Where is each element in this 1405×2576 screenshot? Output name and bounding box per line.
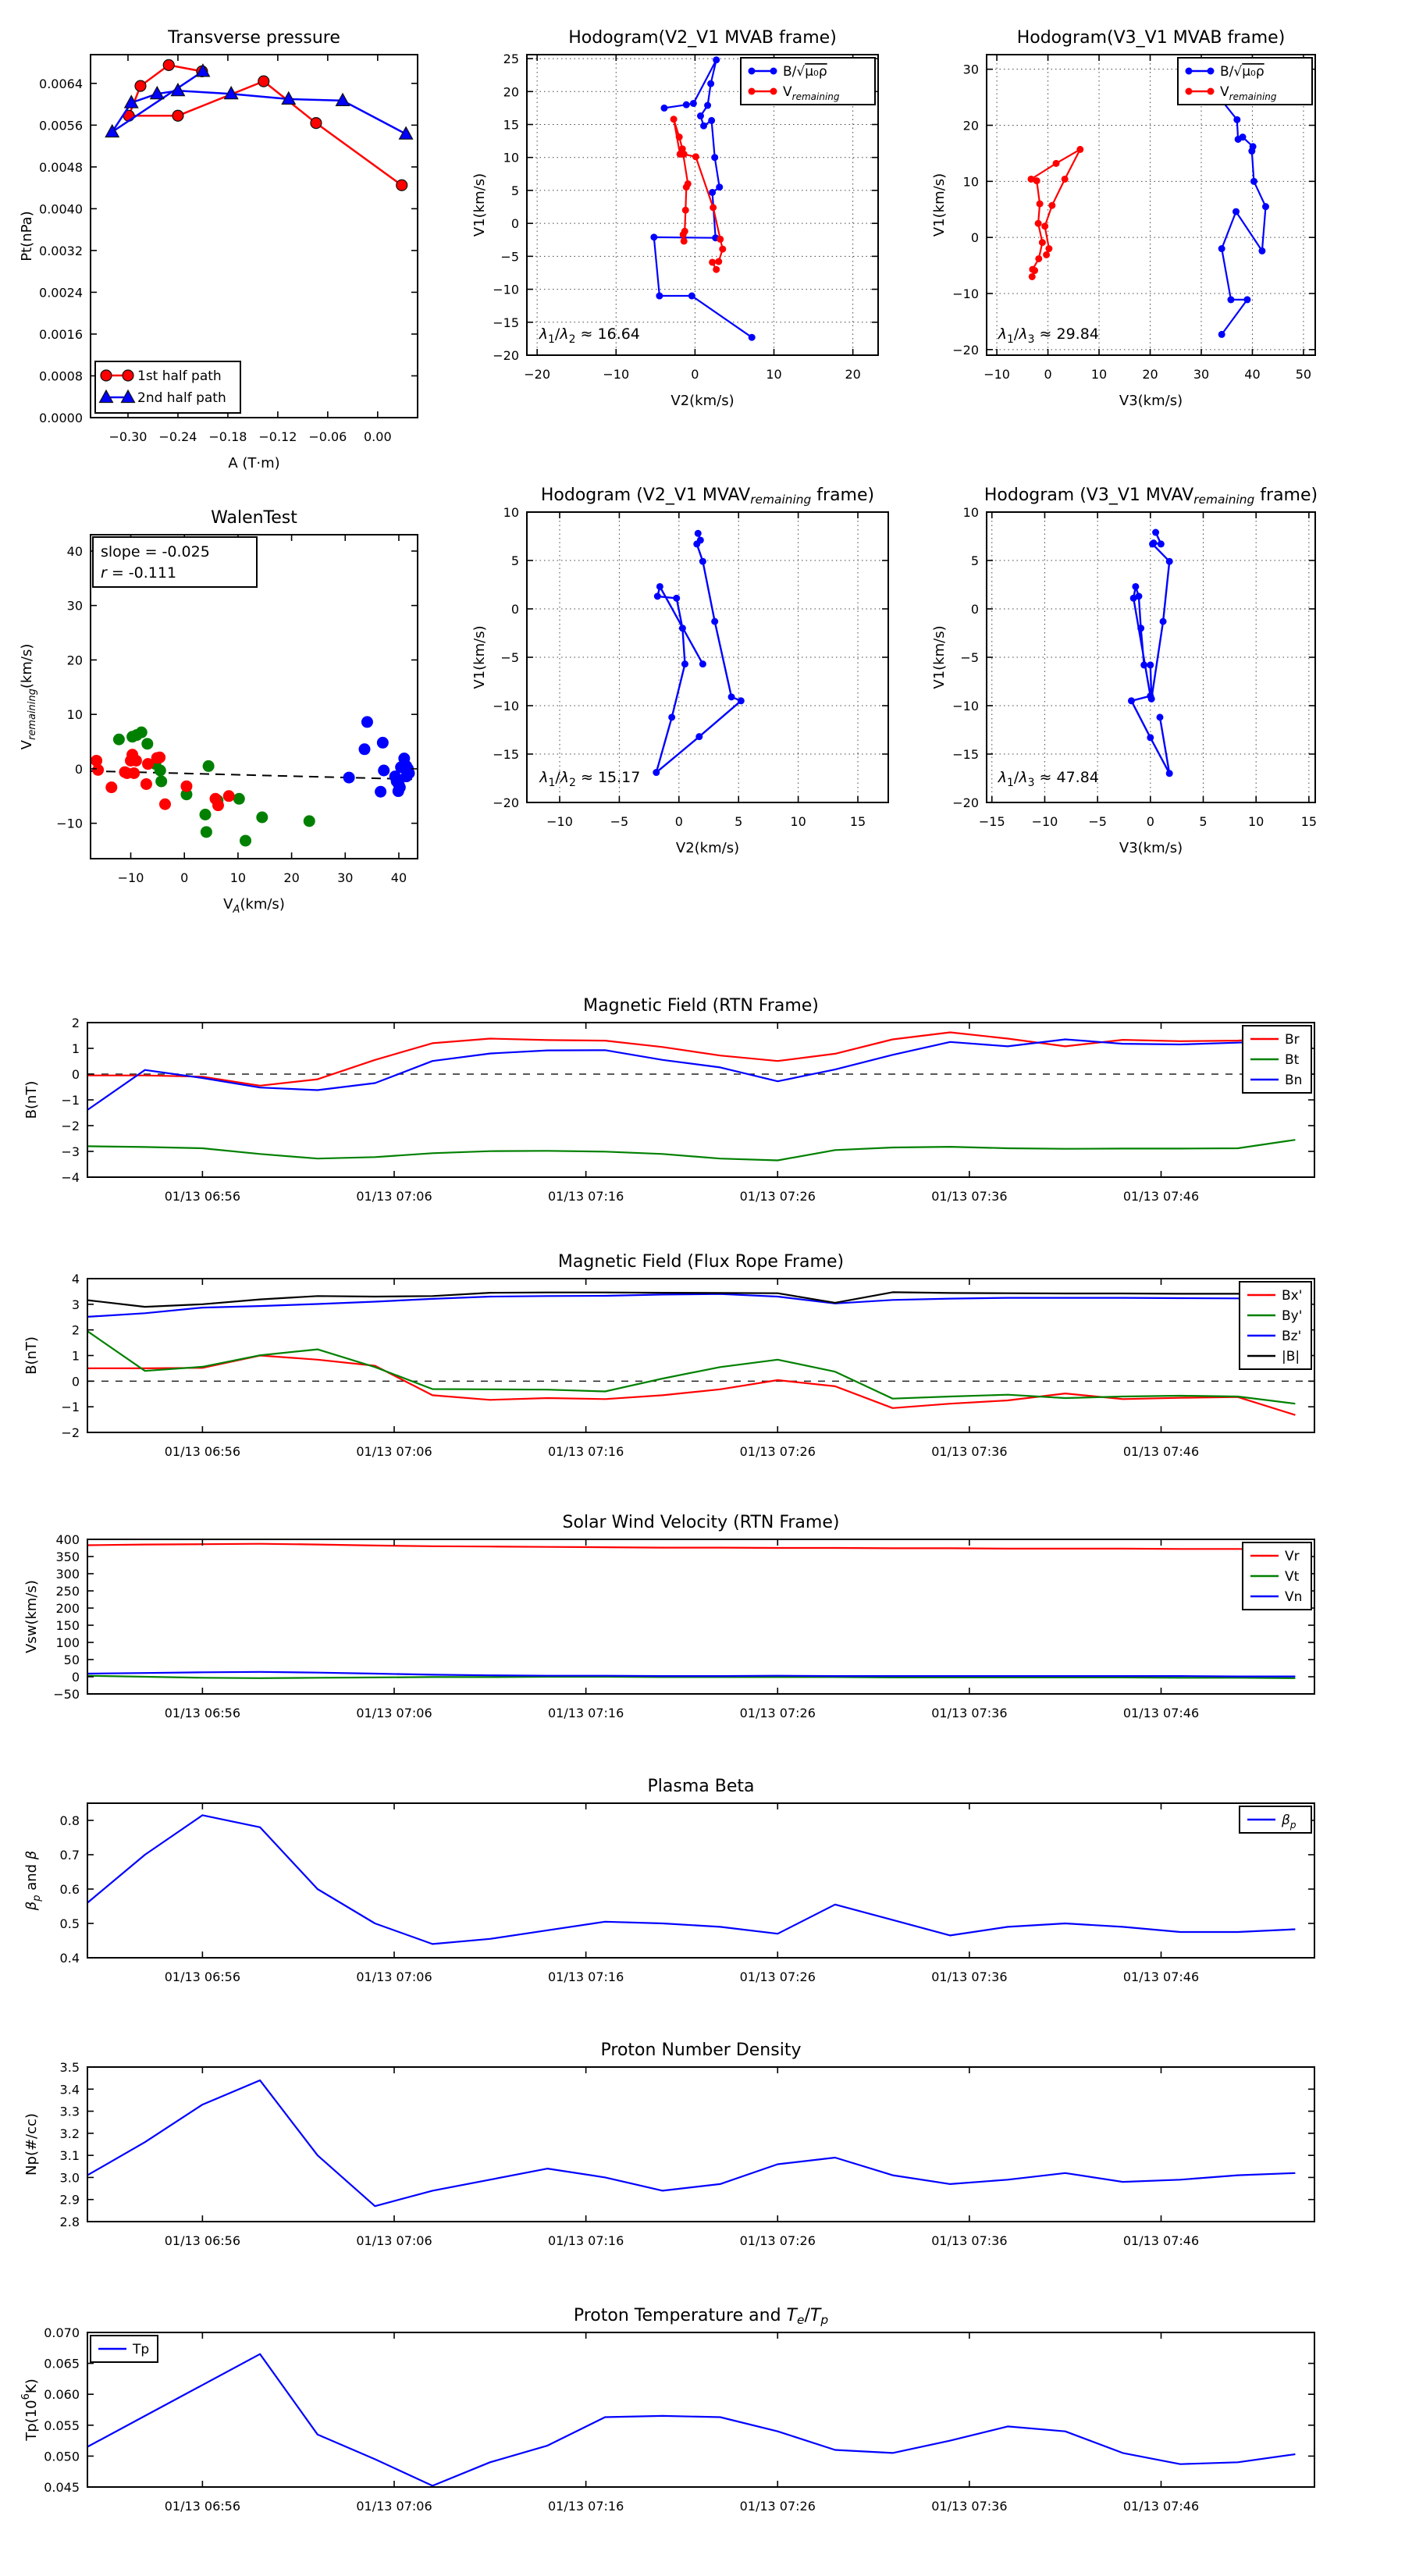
chart-proton-temperature — [20, 2325, 1314, 2514]
svg-text:01/13 06:56: 01/13 06:56 — [164, 1189, 241, 1204]
svg-text:01/13 06:56: 01/13 06:56 — [164, 1706, 241, 1720]
svg-text:0: 0 — [970, 602, 979, 617]
svg-text:B/√μ₀ρ: B/√μ₀ρ — [783, 64, 827, 80]
svg-text:10: 10 — [1090, 367, 1108, 382]
svg-text:15: 15 — [849, 814, 866, 829]
svg-text:01/13 07:46: 01/13 07:46 — [1122, 1189, 1200, 1204]
title-proton-temperature: Proton Temperature and $T_e/T_p$ — [573, 2306, 829, 2327]
chart-hodogram-v3v1-mvav — [931, 505, 1317, 856]
svg-text:slope = -0.025: slope = -0.025 — [101, 543, 210, 560]
svg-text:−0.24: −0.24 — [158, 429, 197, 444]
svg-text:01/13 07:16: 01/13 07:16 — [547, 2499, 624, 2514]
svg-text:r = -0.111: r = -0.111 — [101, 564, 177, 582]
svg-text:Br: Br — [1285, 1032, 1300, 1048]
svg-text:−10: −10 — [493, 699, 519, 713]
svg-text:01/13 07:36: 01/13 07:36 — [931, 1444, 1008, 1459]
svg-text:Vremaining: $V_{remaining}$ — [783, 84, 840, 102]
svg-text:40: 40 — [66, 543, 83, 559]
svg-text:20: 20 — [1142, 367, 1158, 382]
svg-text:01/13 07:36: 01/13 07:36 — [931, 2499, 1008, 2514]
svg-text:0.0000: 0.0000 — [39, 411, 83, 425]
svg-text:Vremaining(km/s): $V_{remaining}(km/s)$ — [19, 643, 38, 750]
svg-text:0: 0 — [71, 1670, 80, 1685]
svg-text:−2: −2 — [61, 1425, 80, 1440]
svg-text:Bz': Bz' — [1282, 1329, 1302, 1344]
svg-text:V1(km/s): V1(km/s) — [931, 625, 948, 689]
svg-text:0: 0 — [1044, 367, 1052, 382]
title-hodogram-v2v1-mvab: Hodogram(V2_V1 MVAB frame) — [568, 28, 837, 48]
svg-text:01/13 07:16: 01/13 07:16 — [547, 1706, 624, 1720]
svg-text:350: 350 — [55, 1550, 80, 1564]
svg-text:0: 0 — [970, 230, 979, 246]
svg-text:−20: −20 — [524, 367, 551, 382]
svg-text:−4: −4 — [61, 1170, 80, 1185]
svg-text:−10: −10 — [546, 814, 573, 829]
svg-text:0.0048: 0.0048 — [39, 159, 83, 175]
svg-text:−50: −50 — [53, 1687, 80, 1702]
title-transverse-pressure: Transverse pressure — [168, 28, 340, 48]
svg-text:1: 1 — [71, 1348, 80, 1364]
svg-text:4: 4 — [71, 1272, 80, 1286]
svg-text:−3: −3 — [61, 1144, 80, 1159]
chart-hodogram-v2v1-mvab — [471, 52, 878, 409]
svg-text:30: 30 — [962, 62, 979, 77]
svg-text:01/13 07:26: 01/13 07:26 — [739, 1444, 816, 1459]
svg-text:5: 5 — [510, 183, 519, 198]
svg-text:0.4: 0.4 — [59, 1951, 80, 1966]
svg-text:20: 20 — [283, 870, 300, 885]
svg-text:λ1/λ2 ≈ 16.64: $\lambda_1/\lambda_2 \approx 16.64$ — [539, 325, 640, 346]
svg-text:B/√μ₀ρ: B/√μ₀ρ — [1220, 64, 1264, 80]
svg-text:−10: −10 — [984, 367, 1010, 382]
svg-text:λ1/λ3 ≈ 29.84: $\lambda_1/\lambda_3 \approx 29.84$ — [998, 325, 1099, 346]
svg-text:0: 0 — [71, 1374, 80, 1389]
svg-text:15: 15 — [503, 117, 519, 133]
svg-text:10: 10 — [229, 870, 247, 885]
svg-text:−1: −1 — [61, 1093, 80, 1108]
svg-text:0.0008: 0.0008 — [39, 368, 83, 384]
svg-text:15: 15 — [1300, 814, 1318, 829]
svg-text:5: 5 — [735, 814, 743, 829]
svg-text:1st half path: 1st half path — [137, 368, 222, 384]
svg-text:50: 50 — [1295, 367, 1312, 382]
svg-text:Vn: Vn — [1285, 1589, 1303, 1605]
svg-text:3.2: 3.2 — [59, 2126, 80, 2141]
chart-magnetic-field-rtn — [23, 1016, 1314, 1204]
svg-text:10: 10 — [962, 174, 979, 190]
svg-text:2.9: 2.9 — [59, 2192, 80, 2208]
svg-text:−1: −1 — [61, 1400, 80, 1415]
svg-text:−0.18: −0.18 — [208, 429, 247, 444]
svg-text:V1(km/s): V1(km/s) — [471, 173, 488, 237]
svg-text:01/13 06:56: 01/13 06:56 — [164, 2233, 241, 2248]
svg-text:400: 400 — [55, 1532, 80, 1547]
svg-text:Vsw(km/s): Vsw(km/s) — [23, 1580, 40, 1653]
svg-text:0.5: 0.5 — [59, 1916, 80, 1931]
svg-text:0: 0 — [74, 761, 83, 777]
svg-text:V1(km/s): V1(km/s) — [471, 625, 488, 689]
chart-transverse-pressure — [19, 55, 418, 471]
svg-text:01/13 07:46: 01/13 07:46 — [1122, 1969, 1200, 1984]
svg-text:01/13 06:56: 01/13 06:56 — [164, 1969, 241, 1984]
chart-magnetic-field-flux-rope — [23, 1272, 1314, 1459]
svg-text:−2: −2 — [61, 1119, 80, 1133]
svg-text:βp and β: $\beta_p$ and β — [23, 1850, 43, 1911]
svg-text:3.4: 3.4 — [59, 2082, 80, 2097]
svg-text:100: 100 — [55, 1635, 80, 1650]
svg-text:0: 0 — [71, 1067, 80, 1082]
svg-text:−15: −15 — [978, 814, 1005, 829]
svg-text:−5: −5 — [1088, 814, 1107, 829]
svg-text:−0.06: −0.06 — [308, 429, 347, 444]
svg-text:0.00: 0.00 — [364, 429, 392, 444]
chart-proton-number-density — [23, 2060, 1314, 2248]
svg-text:Vr: Vr — [1285, 1549, 1300, 1564]
svg-text:0.045: 0.045 — [44, 2480, 80, 2495]
svg-text:−15: −15 — [493, 315, 519, 330]
svg-text:50: 50 — [63, 1653, 80, 1667]
svg-text:01/13 06:56: 01/13 06:56 — [164, 1444, 241, 1459]
chart-solar-wind-velocity — [23, 1532, 1314, 1720]
svg-text:Bt: Bt — [1285, 1052, 1300, 1068]
svg-text:10: 10 — [1248, 814, 1264, 829]
svg-text:25: 25 — [503, 52, 519, 67]
svg-text:20: 20 — [845, 367, 861, 382]
title-hodogram-v3v1-mvab: Hodogram(V3_V1 MVAB frame) — [1016, 28, 1286, 48]
title-proton-number-density: Proton Number Density — [600, 2041, 802, 2060]
svg-text:0.0040: 0.0040 — [39, 201, 83, 217]
svg-text:−10: −10 — [952, 286, 979, 301]
svg-text:V2(km/s): V2(km/s) — [675, 840, 740, 856]
svg-text:0.060: 0.060 — [44, 2387, 80, 2403]
svg-text:01/13 07:36: 01/13 07:36 — [931, 2233, 1008, 2248]
svg-text:01/13 07:46: 01/13 07:46 — [1122, 2499, 1200, 2514]
svg-text:0: 0 — [691, 367, 699, 382]
title-magnetic-field-rtn: Magnetic Field (RTN Frame) — [583, 996, 819, 1016]
svg-text:−10: −10 — [117, 870, 144, 885]
chart-walen-test — [19, 535, 418, 916]
svg-text:150: 150 — [55, 1618, 80, 1633]
svg-text:10: 10 — [766, 367, 782, 382]
svg-text:VA(km/s): $V_A(km/s)$ — [223, 896, 285, 916]
svg-text:V3(km/s): V3(km/s) — [1119, 393, 1183, 409]
svg-text:0.065: 0.065 — [44, 2356, 80, 2371]
svg-text:Bn: Bn — [1285, 1073, 1303, 1088]
svg-text:01/13 07:26: 01/13 07:26 — [739, 1189, 816, 1204]
svg-text:01/13 07:36: 01/13 07:36 — [931, 1189, 1008, 1204]
svg-text:01/13 07:26: 01/13 07:26 — [739, 1706, 816, 1720]
svg-text:V3(km/s): V3(km/s) — [1119, 840, 1183, 856]
svg-text:01/13 06:56: 01/13 06:56 — [164, 2499, 241, 2514]
svg-text:0.0032: 0.0032 — [39, 243, 83, 258]
svg-text:10: 10 — [66, 707, 83, 723]
svg-text:−10: −10 — [1031, 814, 1058, 829]
svg-text:5: 5 — [1199, 814, 1208, 829]
svg-text:0.050: 0.050 — [44, 2449, 80, 2464]
svg-text:01/13 07:06: 01/13 07:06 — [356, 1969, 432, 1984]
svg-text:01/13 07:26: 01/13 07:26 — [739, 2499, 816, 2514]
svg-text:−10: −10 — [493, 282, 519, 297]
svg-text:01/13 07:16: 01/13 07:16 — [547, 2233, 624, 2248]
svg-text:01/13 07:06: 01/13 07:06 — [356, 1706, 432, 1720]
svg-text:0.7: 0.7 — [59, 1848, 80, 1863]
svg-text:λ1/λ2 ≈ 15.17: $\lambda_1/\lambda_2 \approx 15.17$ — [539, 768, 641, 789]
title-solar-wind-velocity: Solar Wind Velocity (RTN Frame) — [562, 1513, 840, 1532]
svg-text:V2(km/s): V2(km/s) — [670, 393, 735, 409]
svg-text:|B|: |B| — [1282, 1349, 1300, 1364]
title-hodogram-v3v1-mvav: Hodogram (V3_V1 $MVAV_{remaining}$ frame) — [984, 486, 1318, 507]
svg-text:200: 200 — [55, 1601, 80, 1616]
title-walen-test: WalenTest — [211, 508, 297, 528]
svg-text:−20: −20 — [952, 342, 979, 358]
svg-text:Tp: Tp — [133, 2342, 150, 2357]
svg-text:01/13 07:06: 01/13 07:06 — [356, 1189, 432, 1204]
title-hodogram-v2v1-mvav: Hodogram (V2_V1 $MVAV_{remaining}$ frame) — [540, 486, 875, 507]
svg-text:0: 0 — [510, 216, 519, 232]
svg-text:20: 20 — [503, 84, 519, 100]
svg-text:−15: −15 — [952, 747, 979, 762]
svg-text:0.0016: 0.0016 — [39, 326, 83, 342]
svg-text:40: 40 — [1244, 367, 1261, 382]
svg-text:Pt(nPa): Pt(nPa) — [19, 211, 35, 262]
svg-text:30: 30 — [1193, 367, 1210, 382]
svg-text:0: 0 — [180, 870, 189, 885]
svg-text:−0.30: −0.30 — [108, 429, 148, 444]
svg-text:λ1/λ3 ≈ 47.84: $\lambda_1/\lambda_3 \approx 47.84$ — [998, 768, 1099, 789]
svg-text:2nd half path: 2nd half path — [137, 390, 226, 406]
svg-text:By': By' — [1282, 1308, 1303, 1324]
svg-text:300: 300 — [55, 1567, 80, 1582]
svg-text:01/13 07:36: 01/13 07:36 — [931, 1969, 1008, 1984]
svg-text:0: 0 — [510, 602, 519, 617]
svg-text:0: 0 — [1146, 814, 1154, 829]
svg-text:−5: −5 — [500, 249, 519, 265]
svg-text:30: 30 — [66, 598, 83, 614]
svg-text:10: 10 — [790, 814, 806, 829]
svg-text:B(nT): B(nT) — [23, 1080, 40, 1119]
svg-text:01/13 07:36: 01/13 07:36 — [931, 1706, 1008, 1720]
svg-text:0.070: 0.070 — [44, 2325, 80, 2340]
svg-text:Vt: Vt — [1285, 1569, 1300, 1585]
svg-text:40: 40 — [390, 870, 407, 885]
svg-text:−10: −10 — [952, 699, 979, 713]
svg-text:−15: −15 — [493, 747, 519, 762]
svg-text:10: 10 — [503, 150, 519, 165]
svg-text:30: 30 — [337, 870, 354, 885]
svg-text:01/13 07:26: 01/13 07:26 — [739, 1969, 816, 1984]
svg-text:01/13 07:16: 01/13 07:16 — [547, 1969, 624, 1984]
svg-text:10: 10 — [503, 505, 519, 520]
svg-text:βp: $\beta_p$ — [1282, 1813, 1297, 1831]
svg-text:01/13 07:16: 01/13 07:16 — [547, 1189, 624, 1204]
svg-text:01/13 07:46: 01/13 07:46 — [1122, 1444, 1200, 1459]
svg-text:2: 2 — [71, 1016, 80, 1030]
svg-text:250: 250 — [55, 1584, 80, 1599]
svg-text:01/13 07:06: 01/13 07:06 — [356, 2499, 432, 2514]
svg-text:Np(#/cc): Np(#/cc) — [23, 2113, 40, 2176]
svg-text:5: 5 — [970, 553, 979, 568]
svg-text:0: 0 — [674, 814, 683, 829]
svg-text:01/13 07:26: 01/13 07:26 — [739, 2233, 816, 2248]
svg-text:0.6: 0.6 — [59, 1882, 80, 1897]
svg-text:−10: −10 — [603, 367, 630, 382]
svg-text:01/13 07:16: 01/13 07:16 — [547, 1444, 624, 1459]
svg-text:3.0: 3.0 — [59, 2170, 80, 2186]
svg-text:0.0064: 0.0064 — [39, 76, 83, 91]
svg-text:3.3: 3.3 — [59, 2104, 80, 2119]
svg-text:0.0056: 0.0056 — [39, 118, 83, 133]
svg-text:−20: −20 — [493, 348, 519, 363]
svg-text:V1(km/s): V1(km/s) — [931, 173, 948, 237]
svg-text:B(nT): B(nT) — [23, 1336, 40, 1375]
svg-text:20: 20 — [66, 653, 83, 668]
svg-text:−5: −5 — [960, 650, 979, 665]
svg-text:A (T·m): A (T·m) — [228, 455, 280, 471]
title-plasma-beta: Plasma Beta — [647, 1777, 755, 1796]
svg-text:0.0024: 0.0024 — [39, 285, 83, 301]
svg-text:−5: −5 — [610, 814, 629, 829]
svg-text:2.8: 2.8 — [59, 2215, 80, 2229]
svg-text:−5: −5 — [500, 650, 519, 665]
svg-text:3.5: 3.5 — [59, 2060, 80, 2075]
svg-text:3.1: 3.1 — [59, 2148, 80, 2164]
svg-text:2: 2 — [71, 1322, 80, 1338]
chart-plasma-beta — [23, 1803, 1314, 1984]
svg-text:0.8: 0.8 — [59, 1813, 80, 1828]
svg-text:Bx': Bx' — [1282, 1288, 1303, 1304]
svg-text:01/13 07:06: 01/13 07:06 — [356, 1444, 432, 1459]
chart-hodogram-v3v1-mvab — [931, 55, 1315, 409]
svg-text:−10: −10 — [56, 816, 83, 831]
svg-text:3: 3 — [71, 1297, 80, 1312]
svg-text:10: 10 — [962, 505, 979, 520]
svg-text:1: 1 — [71, 1041, 80, 1056]
svg-text:01/13 07:46: 01/13 07:46 — [1122, 2233, 1200, 2248]
svg-text:−0.12: −0.12 — [258, 429, 297, 444]
svg-text:−20: −20 — [952, 795, 979, 810]
svg-text:Tp(106K): $Tp(10^6K)$ — [20, 2379, 40, 2441]
svg-text:Vremaining: $V_{remaining}$ — [1220, 84, 1277, 102]
svg-text:20: 20 — [962, 118, 979, 133]
svg-text:01/13 07:46: 01/13 07:46 — [1122, 1706, 1200, 1720]
chart-hodogram-v2v1-mvav — [471, 505, 888, 856]
svg-text:−20: −20 — [493, 795, 519, 810]
svg-text:01/13 07:06: 01/13 07:06 — [356, 2233, 432, 2248]
svg-text:5: 5 — [510, 553, 519, 568]
svg-text:0.055: 0.055 — [44, 2418, 80, 2433]
title-magnetic-field-flux-rope: Magnetic Field (Flux Rope Frame) — [557, 1252, 845, 1272]
